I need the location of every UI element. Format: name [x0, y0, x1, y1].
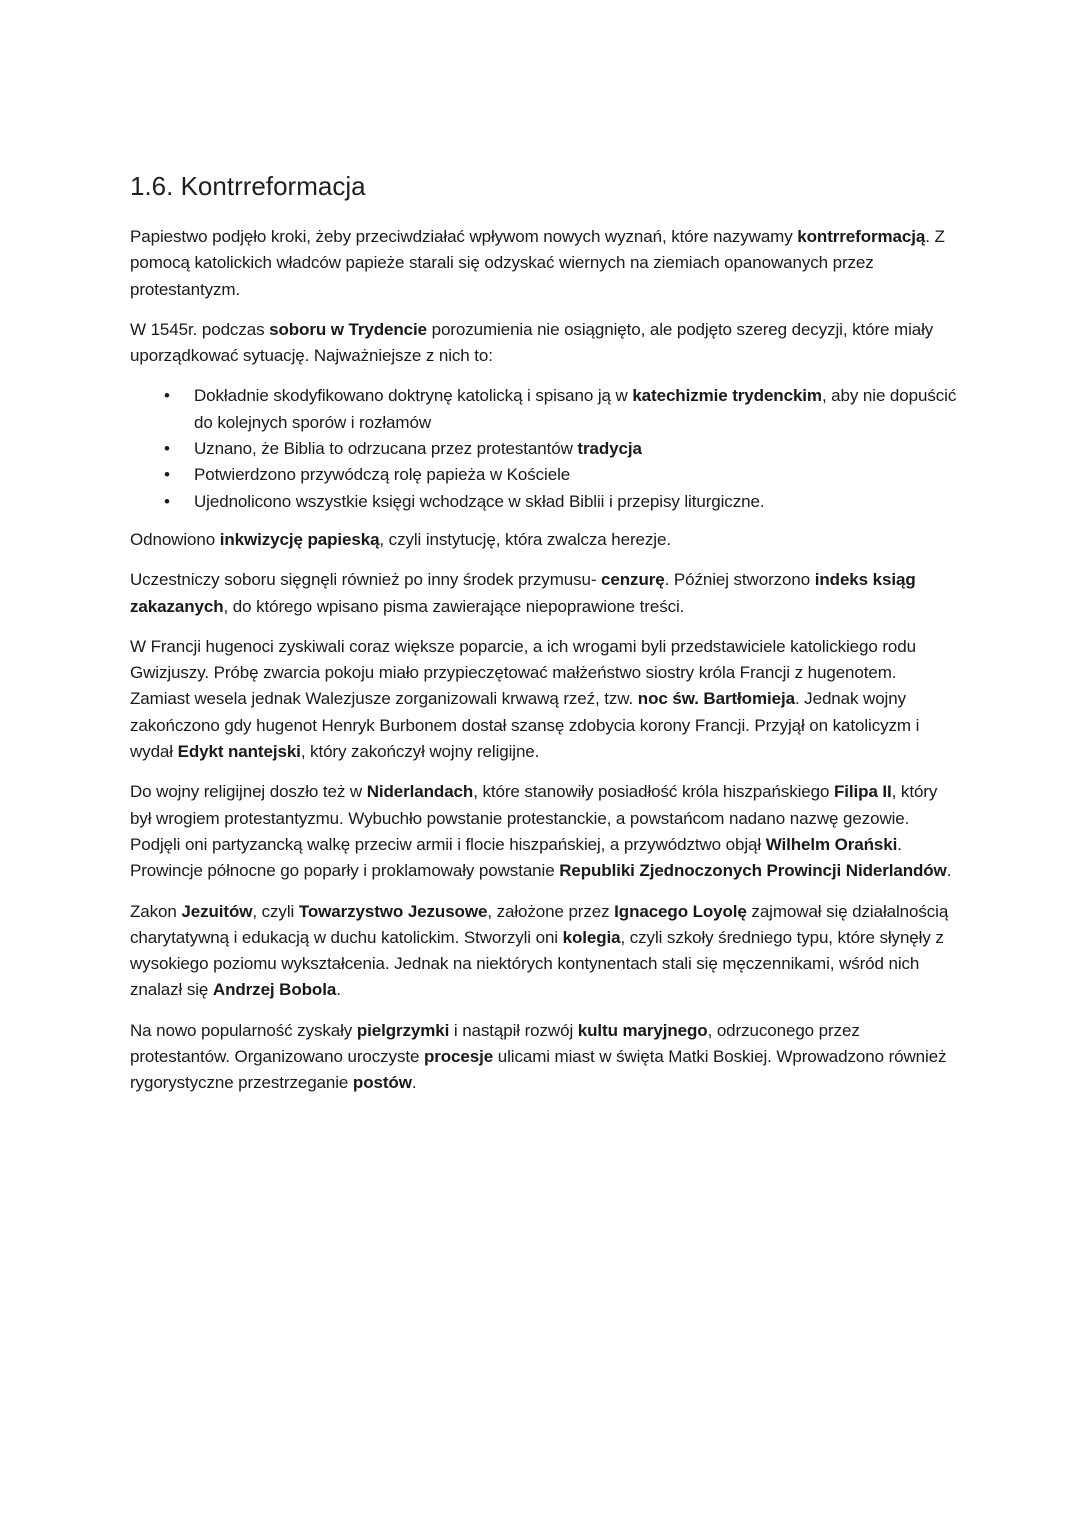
- bold-term: kultu maryjnego: [577, 1020, 708, 1040]
- bold-term: katechizmie trydenckim: [632, 386, 822, 406]
- paragraph-pilgrimages: Na nowo popularność zyskały pielgrzymki i nastąpił rozwój kultu maryjnego, odrzuconego przez protestantów. Organizowano uroczyste procesje ulicami miast w święta Matki Boskiej. Wprowadzono również rygorystyczne przestrzeganie postów.: [130, 1020, 947, 1093]
- bullet-icon: •: [164, 439, 170, 459]
- bold-term: kolegia: [562, 927, 621, 947]
- paragraph-intro: Papiestwo podjęło kroki, żeby przeciwdziałać wpływom nowych wyznań, które nazywamy kontrreformacją. Z pomocą katolickich władców papieże starali się odzyskać wiernych na ziemiach opanowanych przez protestantyzm.: [130, 227, 945, 299]
- paragraph-inquisition: Odnowiono inkwizycję papieską, czyli instytucję, która zwalcza herezje.: [130, 529, 671, 549]
- list-item: [164, 462, 960, 488]
- list-item: [164, 489, 960, 515]
- bold-term: cenzurę: [601, 570, 665, 590]
- bold-term: kontrreformacją: [797, 227, 926, 246]
- bold-term: Niderlandach: [366, 782, 474, 802]
- bold-term: tradycja: [577, 439, 642, 459]
- bold-term: Republiki Zjednoczonych Prowincji Niderlandów: [559, 861, 947, 881]
- list-item: [164, 383, 960, 436]
- list-item-text: Uznano, że Biblia to odrzucana przez protestantów tradycja: [194, 439, 642, 459]
- paragraph-france: W Francji hugenoci zyskiwali coraz większe poparcie, a ich wrogami byli przedstawiciele katolickiego rodu Gwizjuszy. Próbę zwarcia pokoju miało przypieczętować małżeństwo siostry króla Francji z hugenotem. Zamiast wesela jednak Walezjusze zorganizowali krwawą rzeź, tzw. noc św. Bartłomieja. Jednak wojny zakończono gdy hugenot Henryk Burbonem dostał szansę zdobycia korony Francji. Przyjął on katolicyzm i wydał Edykt nantejski, który zakończył wojny religijne.: [130, 636, 920, 762]
- bold-term: Wilhelm Orański: [765, 834, 898, 854]
- bold-term: postów: [352, 1073, 412, 1093]
- bold-term: inkwizycję papieską: [219, 529, 380, 549]
- paragraph-censorship: Uczestniczy soboru sięgnęli również po inny środek przymusu- cenzurę. Później stworzono indeks ksiąg zakazanych, do którego wpisano pisma zawierające niepoprawione treści.: [130, 570, 916, 616]
- bold-term: indeks ksiąg zakazanych: [130, 570, 916, 616]
- bold-term: Jezuitów: [181, 901, 253, 921]
- list-item: [164, 436, 960, 462]
- bold-term: Andrzej Bobola: [212, 980, 337, 1000]
- list-item-text: Potwierdzono przywódczą rolę papieża w Kościele: [194, 465, 571, 485]
- paragraph-council: W 1545r. podczas soboru w Trydencie porozumienia nie osiągnięto, ale podjęto szereg decyzji, które miały uporządkować sytuację. Najważniejsze z nich to:: [130, 319, 934, 366]
- bold-term: Ignacego Loyolę: [614, 901, 747, 921]
- bold-term: Edykt nantejski: [177, 742, 301, 762]
- bold-term: soboru w Trydencie: [269, 319, 427, 339]
- list-item-text: Dokładnie skodyfikowano doktrynę katolicką i spisano ją w katechizmie trydenckim, aby nie dopuścić do kolejnych sporów i rozłamów: [194, 386, 957, 432]
- bold-term: Towarzystwo Jezusowe: [298, 901, 488, 921]
- bold-term: procesje: [423, 1047, 494, 1067]
- decisions-list: [130, 383, 960, 514]
- bold-term: pielgrzymki: [356, 1020, 450, 1040]
- list-item-text: Ujednolicono wszystkie księgi wchodzące w skład Biblii i przepisy liturgiczne.: [194, 491, 765, 511]
- document-page: [130, 168, 960, 1111]
- bold-term: noc św. Bartłomieja: [637, 689, 795, 709]
- bullet-icon: •: [164, 465, 170, 485]
- paragraph-jesuits: Zakon Jezuitów, czyli Towarzystwo Jezusowe, założone przez Ignacego Loyolę zajmował się działalnością charytatywną i edukacją w duchu katolickim. Stworzyli oni kolegia, czyli szkoły średniego typu, które słynęły z wysokiego poziomu wykształcenia. Jednak na niektórych kontynentach stali się męczennikami, wśród nich znalazł się Andrzej Bobola.: [130, 901, 949, 1000]
- bold-term: Filipa II: [834, 782, 892, 802]
- paragraph-netherlands: Do wojny religijnej doszło też w Niderlandach, które stanowiły posiadłość króla hiszpańskiego Filipa II, który był wrogiem protestantyzmu. Wybuchło powstanie protestanckie, a powstańcom nadano nazwę gezowie. Podjęli oni partyzancką walkę przeciw armii i flocie hiszpańskiej, a przywództwo objął Wilhelm Orański. Prowincje północne go poparły i proklamowały powstanie Republiki Zjednoczonych Prowincji Niderlandów.: [130, 782, 952, 881]
- page-title: 1.6. Kontrreformacja: [130, 171, 366, 201]
- bullet-icon: •: [164, 386, 170, 406]
- bullet-icon: •: [164, 491, 170, 511]
